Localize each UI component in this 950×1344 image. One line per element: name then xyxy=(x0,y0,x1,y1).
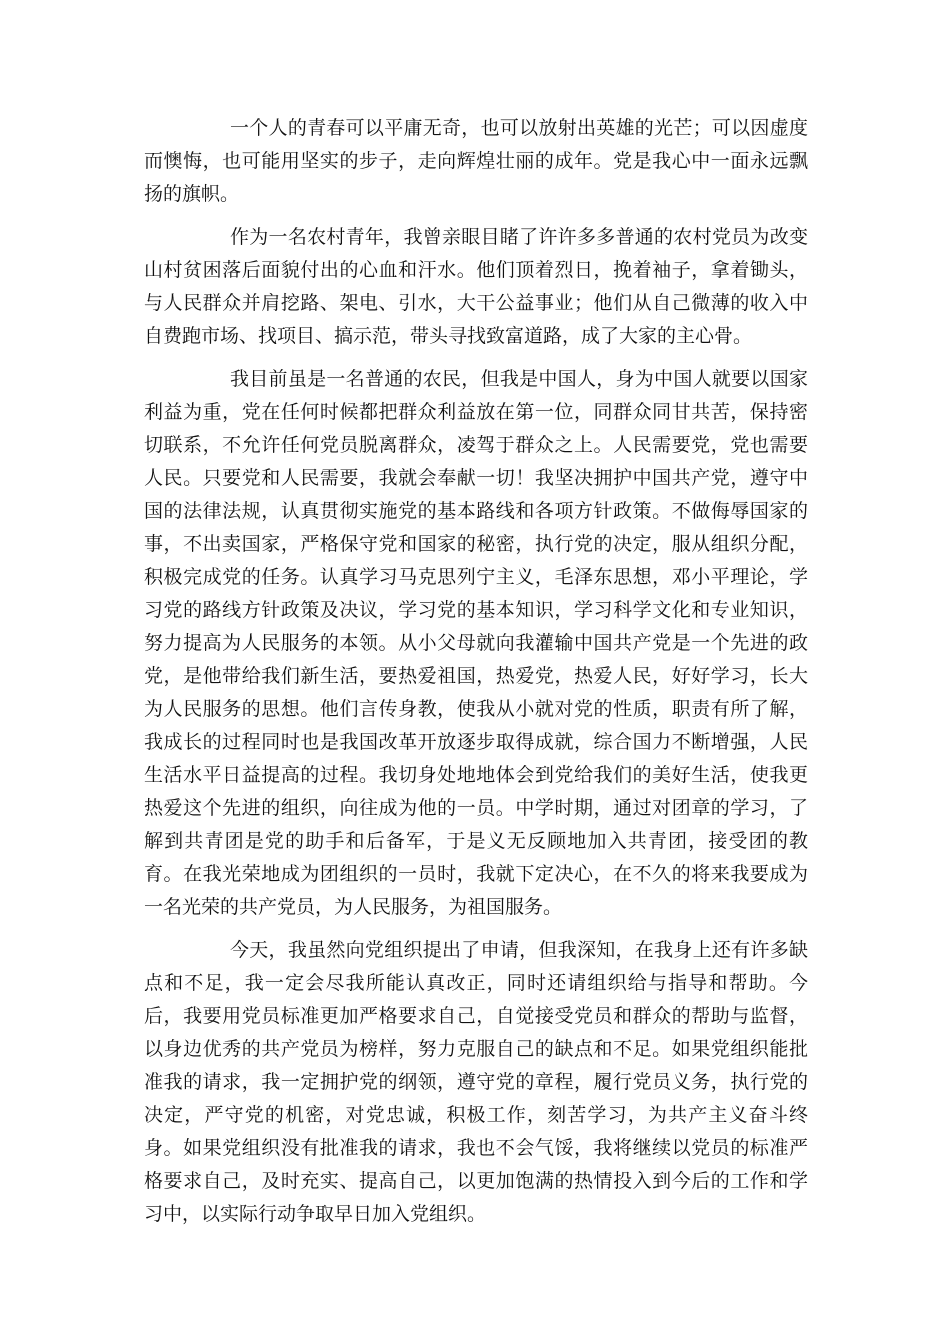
paragraph-3: 我目前虽是一名普通的农民，但我是中国人，身为中国人就要以国家利益为重，党在任何时候都把群众利益放在第一位，同群众同甘共苦，保持密切联系，不允许任何党员脱离群众，凌驾于群众之上。人民需要党，党也需要人民。只要党和人民需要，我就会奉献一切！我坚决拥护中国共产党，遵守中国的法律法规，认真贯彻实施党的基本路线和各项方针政策。不做侮辱国家的事，不出卖国家，严格保守党和国家的秘密，执行党的决定，服从组织分配，积极完成党的任务。认真学习马克思列宁主义，毛泽东思想，邓小平理论，学习党的路线方针政策及决议，学习党的基本知识，学习科学文化和专业知识，努力提高为人民服务的本领。从小父母就向我灌输中国共产党是一个先进的政党，是他带给我们新生活，要热爱祖国，热爱党，热爱人民，好好学习，长大为人民服务的思想。他们言传身教，使我从小就对党的性质，职责有所了解，我成长的过程同时也是我国改革开放逐步取得成就，综合国力不断增强，人民生活水平日益提高的过程。我切身处地地体会到党给我们的美好生活，使我更热爱这个先进的组织，向往成为他的一员。中学时期，通过对团章的学习，了解到共青团是党的助手和后备军，于是义无反顾地加入共青团，接受团的教育。在我光荣地成为团组织的一员时，我就下定决心，在不久的将来我要成为一名光荣的共产党员，为人民服务，为祖国服务。 xyxy=(144,368,808,918)
paragraph-2: 作为一名农村青年，我曾亲眼目睹了许许多多普通的农村党员为改变山村贫困落后面貌付出的心血和汗水。他们顶着烈日，挽着袖子，拿着锄头，与人民群众并肩挖路、架电、引水，大干公益事业；他们从自己微薄的收入中自费跑市场、找项目、搞示范，带头寻找致富道路，成了大家的主心骨。 xyxy=(144,226,808,347)
document-body xyxy=(144,112,808,1241)
paragraph-1: 一个人的青春可以平庸无奇，也可以放射出英雄的光芒；可以因虚度而懊悔，也可能用坚实的步子，走向辉煌壮丽的成年。党是我心中一面永远飘扬的旗帜。 xyxy=(144,117,808,205)
paragraph-4: 今天，我虽然向党组织提出了申请，但我深知，在我身上还有许多缺点和不足，我一定会尽我所能认真改正，同时还请组织给与指导和帮助。今后，我要用党员标准更加严格要求自己，自觉接受党员和群众的帮助与监督，以身边优秀的共产党员为榜样，努力克服自己的缺点和不足。如果党组织能批准我的请求，我一定拥护党的纲领，遵守党的章程，履行党员义务，执行党的决定，严守党的机密，对党忠诚，积极工作，刻苦学习，为共产主义奋斗终身。如果党组织没有批准我的请求，我也不会气馁，我将继续以党员的标准严格要求自己，及时充实、提高自己，以更加饱满的热情投入到今后的工作和学习中，以实际行动争取早日加入党组织。 xyxy=(144,939,808,1225)
